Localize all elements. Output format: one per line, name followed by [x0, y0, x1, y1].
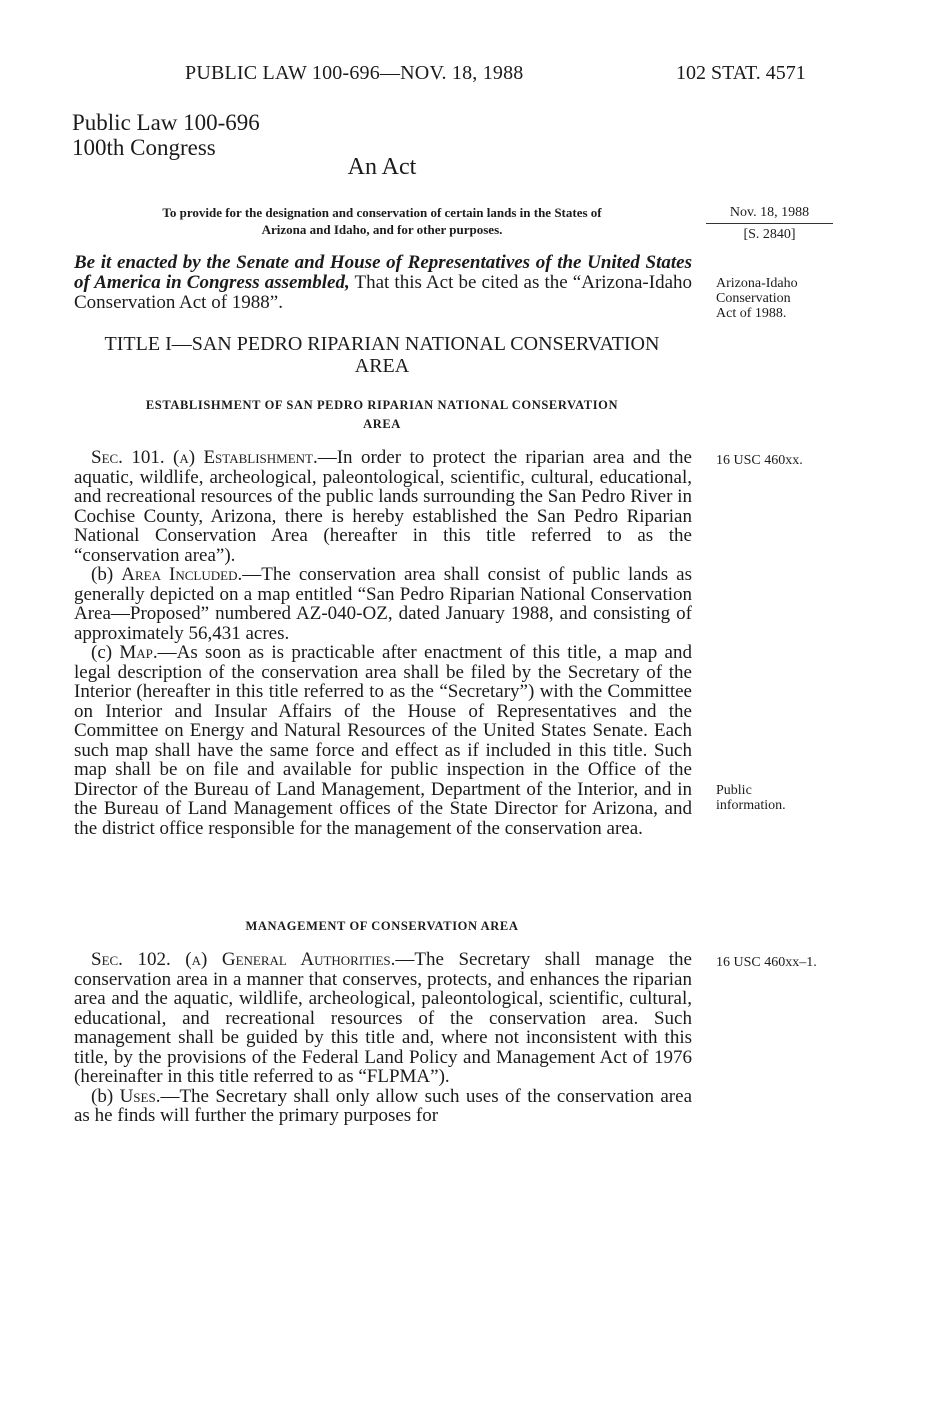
section-101-a-text: .—In order to protect the riparian area and the aquatic, wildlife, archeological, paleontological, scientific, cultural, educational, and recreational resources of the public lands surrounding the San Pedro River in Cochise County, Arizona, there is hereby established the San Pedro Riparian National Conservation Area (hereafter in this title referred to as the “conservation area”). [74, 447, 692, 566]
act-heading: An Act [347, 154, 417, 180]
enactment-date-note [706, 202, 833, 245]
usc-citation-101: 16 USC 460xx. [716, 453, 803, 468]
usc-citation-102: 16 USC 460xx–1. [716, 955, 817, 970]
section-101-a [74, 448, 692, 565]
section-101-b [74, 565, 692, 643]
short-title-clause: That this Act be cited as the “Arizona-Idaho Conservation Act of 1988”. [74, 272, 693, 313]
establishment-heading-line-1: ESTABLISHMENT OF SAN PEDRO RIPARIAN NATIONAL CONSERVATION [145, 398, 619, 412]
enacting-formula: Be it enacted by the Senate and House of Representatives of the United States of America in Congress assembled, [74, 252, 692, 293]
purpose-line-2: Arizona and Idaho, and for other purposes. [261, 222, 503, 237]
section-102-a-text: .—The Secretary shall manage the conservation area in a manner that conserves, protects, and enhances the riparian area and the aquatic, wildlife, archeological, paleontological, scientific, cultural, educational, and recreational resources of the conservation area. Such management shall be guided by this title and, where not inconsistent with this title, by the provisions of the Federal Land Policy and Management Act of 1976 (hereinafter in this title referred to as “FLPMA”). [74, 949, 692, 1087]
section-101-a-caption: Establishment [203, 447, 313, 468]
section-102-b-prefix: (b) [91, 1085, 120, 1107]
section-101-b-text: .—The conservation area shall consist of public lands as generally depicted on a map entitled “San Pedro Riparian National Conservation Area—Proposed” numbered AZ-040-OZ, dated January 1988, and consisting of approximately 56,431 acres. [74, 564, 692, 644]
section-102-b [74, 1087, 692, 1126]
enacting-clause [74, 253, 692, 313]
section-102-a-caption: General Authorities [221, 949, 391, 970]
establishment-heading [72, 396, 692, 434]
public-information-note-line-1: Public [716, 783, 752, 798]
section-102-b-caption: Uses [119, 1085, 156, 1107]
section-102-b-text: .—The Secretary shall only allow such uses of the conservation area as he finds will further the primary purposes for [74, 1085, 692, 1126]
purpose-line-1: To provide for the designation and conservation of certain lands in the States of [162, 205, 602, 220]
section-101-c [74, 643, 692, 838]
section-101-b-caption: Area Included [121, 564, 238, 585]
section-101-c-prefix: (c) [91, 642, 120, 663]
section-101 [74, 448, 692, 838]
short-title-note-line-1: Arizona-Idaho [716, 276, 798, 291]
bill-number: [S. 2840] [743, 227, 796, 242]
title-heading-line-1: TITLE I—SAN PEDRO RIPARIAN NATIONAL CONSERVATION [104, 333, 660, 355]
law-identifier [72, 110, 260, 160]
short-title-note-line-2: Conservation [716, 291, 791, 306]
section-101-b-prefix: (b) [91, 564, 122, 585]
statutes-at-large-page: 102 STAT. 4571 [676, 62, 806, 84]
purpose-statement [72, 204, 692, 238]
section-101-number: Sec. 101. (a) [91, 447, 204, 468]
short-title-note [716, 276, 798, 321]
section-102 [74, 950, 692, 1126]
section-101-c-text: .—As soon as is practicable after enactment of this title, a map and legal description of the conservation area shall be filed by the Secretary of the Interior (hereafter in this title referred to as the “Secretary”) with the Committee on Interior and Insular Affairs of the House of Representatives and the Committee on Energy and Natural Resources of the United States Senate. Each such map shall have the same force and effect as if included in this title. Such map shall be on file and available for public inspection in the Office of the Director of the Bureau of Land Management, Department of the Interior, and in the Bureau of Land Management offices of the State Director for Arizona, and the district office responsible for the management of the conservation area. [74, 642, 692, 839]
running-head [0, 62, 949, 86]
short-title-note-line-3: Act of 1988. [716, 306, 787, 321]
section-102-number: Sec. 102. (a) [91, 949, 222, 970]
public-information-note-line-2: information. [716, 798, 786, 813]
management-heading: MANAGEMENT OF CONSERVATION AREA [245, 919, 519, 933]
public-information-note [716, 783, 786, 813]
enactment-date: Nov. 18, 1988 [729, 205, 810, 220]
congress-number: 100th Congress [72, 135, 216, 160]
establishment-heading-line-2: AREA [363, 417, 401, 431]
section-101-c-caption: Map [119, 642, 153, 663]
title-heading-line-2: AREA [354, 355, 410, 377]
public-law-number: Public Law 100-696 [72, 110, 260, 135]
section-102-a [74, 950, 692, 1087]
running-title: PUBLIC LAW 100-696—NOV. 18, 1988 [185, 62, 524, 84]
title-heading [72, 333, 692, 377]
